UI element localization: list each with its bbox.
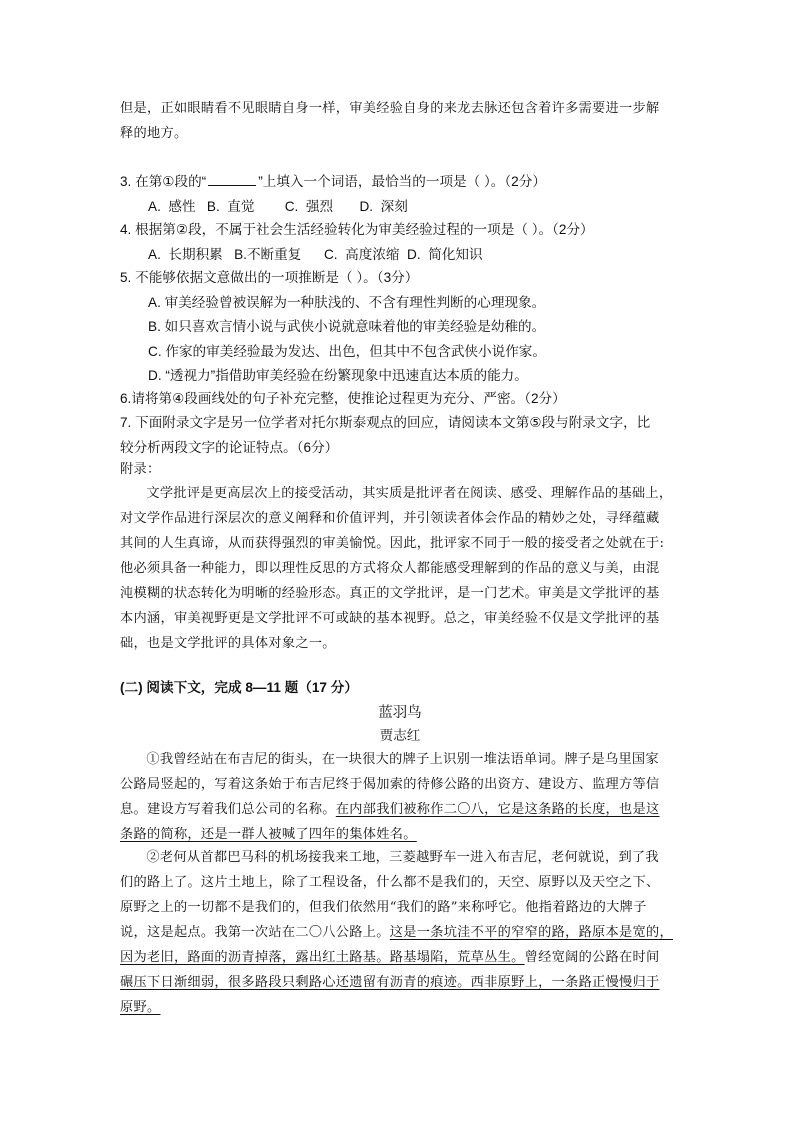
underlined-sentence: 因为老旧，路面的沥青掉落，露出红土路基。路基塌陷，荒草丛生。 [120, 950, 525, 965]
question-6 [120, 387, 680, 412]
text-segment: 曾经宽阔的公路在时间 [524, 950, 660, 965]
text-line: 但是，正如眼睛看不见眼睛自身一样，审美经验自身的来龙去脉还包含着许多需要进一步解 [120, 101, 660, 116]
text-line [120, 995, 680, 1020]
section-2-heading: (二) 阅读下文，完成 8—11 题（17 分） [120, 680, 358, 695]
question-7-line: 7. 下面附录文字是另一位学者对托尔斯泰观点的回应，请阅读本文第⑤段与附录文字，比 [120, 415, 651, 430]
text-line [120, 920, 680, 945]
text-line: 释的地方。 [120, 126, 188, 141]
underlined-sentence: 这是一条坑洼不平的窄窄的路，路原本是宽的， [389, 925, 673, 940]
appendix-line: 对文学作品进行深层次的意义阐释和价值评判，并引领读者体会作品的精妙之处，寻绎蕴藏 [120, 511, 660, 526]
question-7 [120, 411, 680, 460]
passage-continuation [120, 96, 680, 146]
question-5-option-d: D. “透视力”指借助审美经验在纷繁现象中迅速直达本质的能力。 [148, 368, 528, 383]
question-3-stem [120, 170, 680, 195]
text-segment: 说，这是起点。我第一次站在二〇八公路上。 [120, 925, 390, 940]
text-line [120, 970, 680, 995]
question-3-prefix: 3. 在第①段的“ [120, 174, 207, 189]
question-4-stem: 4. 根据第②段，不属于社会生活经验转化为审美经验过程的一项是（ ）。（2分） [120, 222, 594, 237]
question-7-line: 较分析两段文字的论证特点。（6分） [120, 439, 339, 455]
appendix-line: 文学批评是更高层次上的接受活动，其实质是批评者在阅读、感受、理解作品的基础上， [146, 486, 673, 501]
question-3-options: A. 感性 B. 直觉 C. 强烈 D. 深刻 [148, 198, 408, 214]
underlined-sentence: 条路的简称，还是一群人被喊了四年的集体姓名。 [120, 827, 417, 842]
underlined-sentence: 原野。 [120, 1000, 161, 1015]
text-line [120, 945, 680, 970]
appendix [120, 459, 680, 656]
question-5-option-c: C. 作家的审美经验最为发达、出色，但其中不包含武侠小说作家。 [148, 343, 546, 359]
question-5 [120, 266, 680, 389]
underlined-sentence: 在内部我们被称作二〇八，它是这条路的长度，也是这 [335, 802, 660, 817]
text-line: 原野之上的一切都不是我们的，但我们依然用“我们的路”来称呼它。他指着路边的大牌子 [120, 900, 647, 915]
text-line [120, 797, 680, 822]
text-line: 公路局竖起的，写着这条始于布吉尼终于偈加索的待修公路的出资方、建设方、监理方等信 [120, 777, 660, 792]
text-line: 们的路上了。这片土地上，除了工程设备，什么都不是我们的，天空、原野以及天空之下、 [120, 875, 660, 890]
article-title: 蓝羽鸟 [378, 705, 422, 721]
question-4 [120, 218, 680, 267]
article-paragraph-2 [120, 845, 680, 1020]
question-3-suffix: ”上填入一个词语，最恰当的一项是（ ）。（2分） [258, 174, 546, 189]
question-6-stem: 6.请将第④段画线处的句子补充完整，使推论过程更为充分、严密。（2分） [120, 391, 566, 406]
underlined-sentence: 碾压下日渐细弱，很多路段只剩路心还遗留有沥青的痕迹。西非原野上，一条路正慢慢归于 [120, 975, 660, 990]
appendix-line: 沌模糊的状态转化为明晰的经验形态。真正的文学批评，是一门艺术。审美是文学批评的基 [120, 586, 660, 601]
question-5-stem: 5. 不能够依据文意做出的一项推断是（ ）。（3分） [120, 270, 419, 285]
question-3 [120, 170, 680, 219]
appendix-line: 他必须具备一种能力，即以理性反思的方式将众人都能感受理解到的作品的意义与美，由混 [120, 561, 660, 576]
text-line [120, 822, 680, 847]
question-5-option-b: B. 如只喜欢言情小说与武侠小说就意味着他的审美经验是幼稚的。 [148, 319, 546, 334]
appendix-line: 其间的人生真谛，从而获得强烈的审美愉悦。因此，批评家不同于一般的接受者之处就在于: [120, 536, 665, 551]
article-author: 贾志红 [379, 728, 421, 743]
text-segment: 息。建设方写着我们总公司的名称。 [120, 802, 336, 817]
article-paragraph-1 [120, 747, 680, 847]
question-5-option-a: A. 审美经验曾被误解为一种肤浅的、不含有理性判断的心理现象。 [148, 294, 546, 310]
text-line: ①我曾经站在布吉尼的街头，在一块很大的牌子上识别一堆法语单词。牌子是乌里国家 [146, 752, 659, 767]
appendix-line: 础，也是文学批评的具体对象之一。 [120, 636, 336, 651]
appendix-label: 附录： [120, 462, 161, 477]
fill-blank [208, 171, 256, 186]
appendix-line: 本内涵，审美视野更是文学批评不可或缺的基本视野。总之，审美经验不仅是文学批评的基 [120, 611, 660, 626]
text-line: ②老何从首都巴马科的机场接我来工地，三菱越野车一进入布吉尼，老何就说，到了我 [146, 850, 659, 865]
question-4-options: A. 长期积累 B.不断重复 C. 高度浓缩 D. 简化知识 [148, 246, 483, 262]
